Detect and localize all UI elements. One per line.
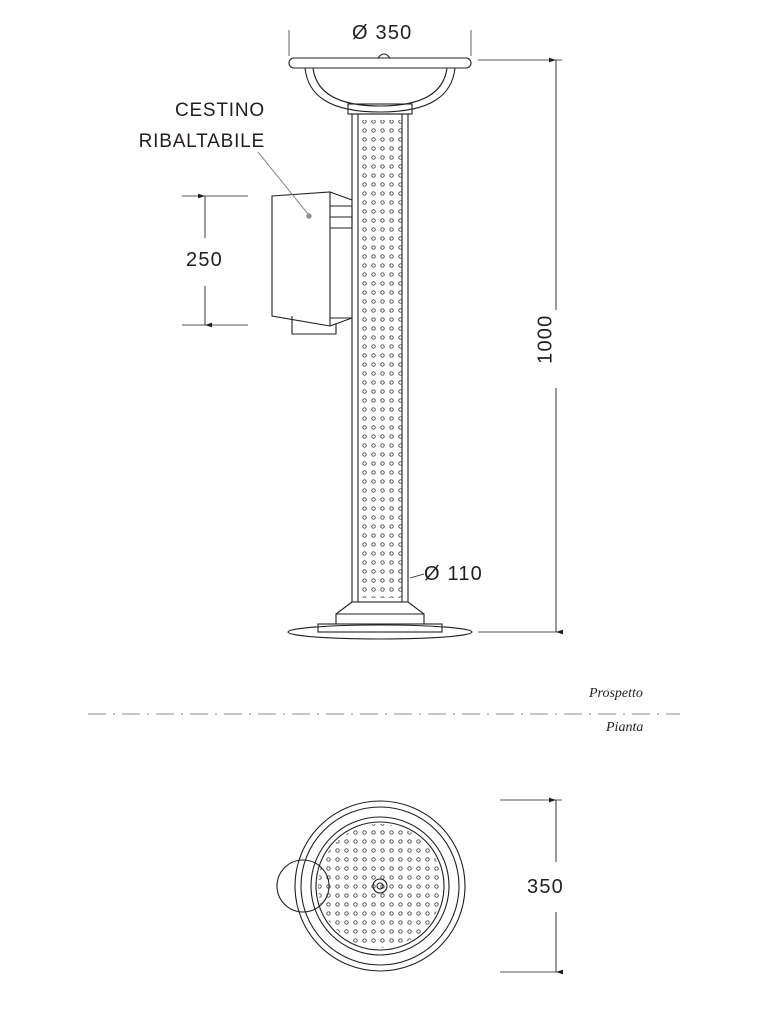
annotation-cestino-line2: RIBALTABILE <box>138 131 265 152</box>
front-view-group <box>272 54 472 639</box>
bin-shape <box>272 192 352 334</box>
view-label-prospetto: Prospetto <box>589 686 643 701</box>
view-label-pianta: Pianta <box>606 720 644 735</box>
dimension-label-plan-width: 350 <box>527 876 564 898</box>
dimension-label-diameter-pole: Ø 110 <box>424 563 483 585</box>
base-shape <box>288 602 472 639</box>
pole-shape <box>352 114 408 602</box>
basin-shape <box>289 54 471 114</box>
dimension-label-bin-height: 250 <box>186 249 223 271</box>
annotation-cestino-line1: CESTINO <box>174 100 265 121</box>
dimension-label-diameter-top: Ø 350 <box>352 22 413 44</box>
dimension-label-height-total: 1000 <box>534 314 557 364</box>
plan-view-group <box>277 801 465 971</box>
note-leader-line <box>258 152 312 219</box>
